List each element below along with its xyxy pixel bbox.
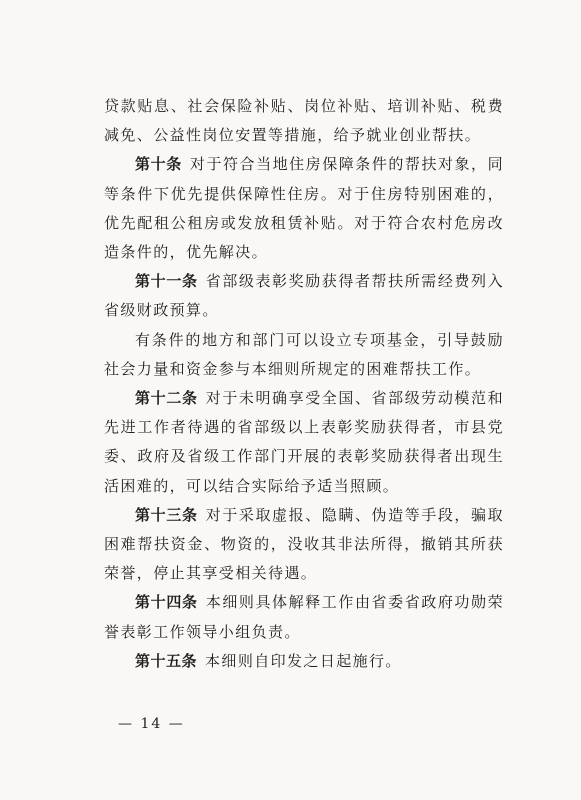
paragraph-article-13: 第十三条 对于采取虚报、隐瞒、伪造等手段，骗取困难帮扶资金、物资的，没收其非法所得，撤销其所获荣誉，停止其享受相关待遇。	[104, 505, 504, 583]
article-heading: 第十一条	[135, 272, 198, 291]
article-heading: 第十四条	[135, 593, 198, 612]
article-heading: 第十五条	[135, 651, 198, 670]
article-heading: 第十条	[135, 155, 182, 174]
paragraph-article-10: 第十条 对于符合当地住房保障条件的帮扶对象，同等条件下优先提供保障性住房。对于住房特别困难的，优先配租公租房或发放租赁补贴。对于符合农村危房改造条件的，优先解决。	[104, 155, 504, 262]
paragraph-article-14: 第十四条 本细则具体解释工作由省委省政府功勋荣誉表彰工作领导小组负责。	[104, 593, 504, 641]
paragraph-continuation: 贷款贴息、社会保险补贴、岗位补贴、培训补贴、税费减免、公益性岗位安置等措施，给予就业创业帮扶。	[104, 97, 504, 145]
paragraph-article-11: 第十一条 省部级表彰奖励获得者帮扶所需经费列入省级财政预算。	[104, 272, 504, 320]
page-number: — 14 —	[118, 716, 185, 732]
article-heading: 第十三条	[135, 505, 198, 524]
paragraph-article-15: 第十五条 本细则自印发之日起施行。	[135, 651, 402, 670]
paragraph-special-fund: 有条件的地方和部门可以设立专项基金，引导鼓励社会力量和资金参与本细则所规定的困难帮扶工作。	[104, 330, 504, 378]
paragraph-article-12: 第十二条 对于未明确享受全国、省部级劳动模范和先进工作者待遇的省部级以上表彰奖励获得者，市县党委、政府及省级工作部门开展的表彰奖励获得者出现生活困难的，可以结合实际给予适当照顾。	[104, 389, 504, 495]
document-body	[104, 92, 504, 676]
article-heading: 第十二条	[135, 389, 198, 408]
